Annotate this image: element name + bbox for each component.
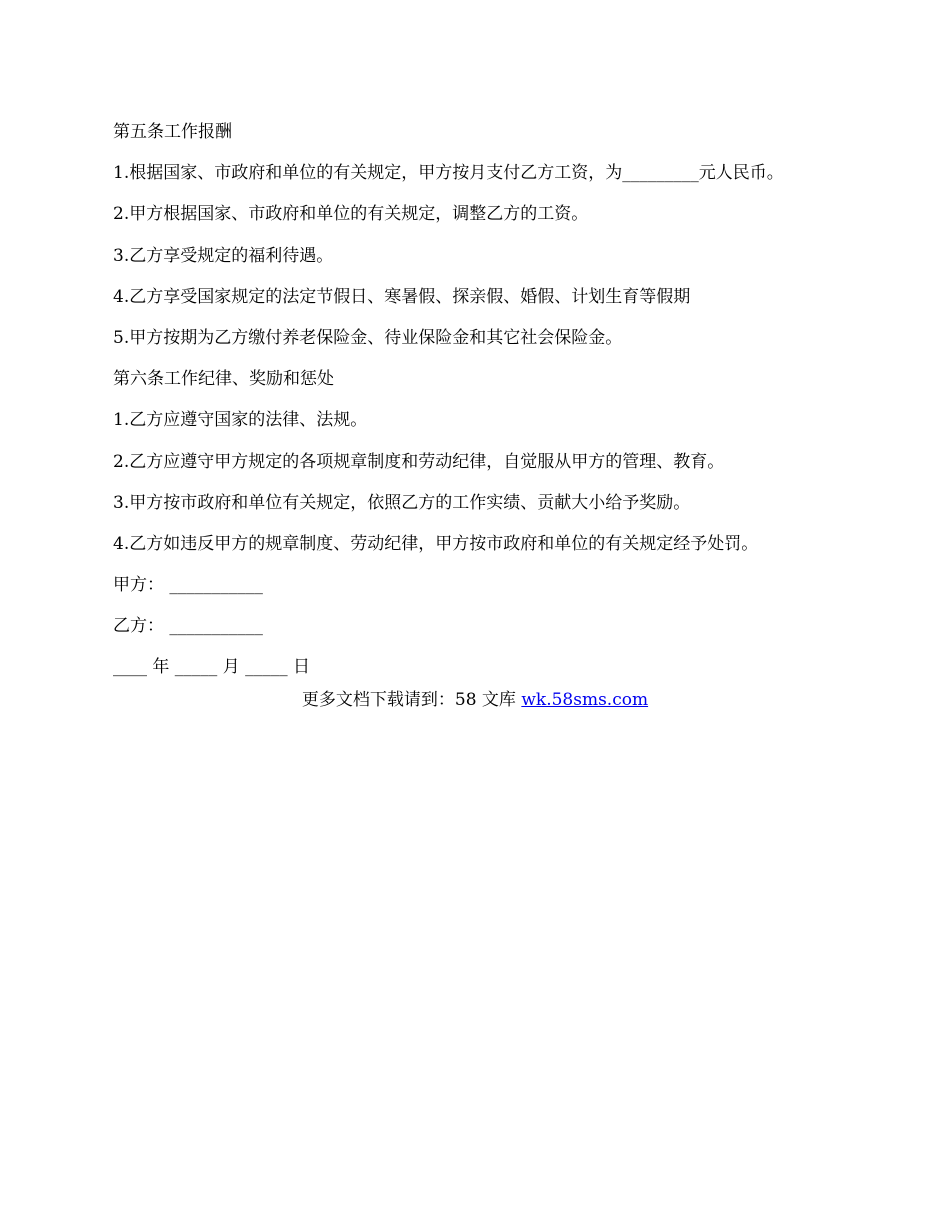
signature-party-b: 乙方： ___________ bbox=[113, 616, 263, 637]
clause-insurance: 5.甲方按期为乙方缴付养老保险金、待业保险金和其它社会保险金。 bbox=[113, 327, 623, 348]
footer bbox=[0, 685, 950, 715]
clause-holidays: 4.乙方享受国家规定的法定节假日、寒暑假、探亲假、婚假、计划生育等假期 bbox=[113, 286, 691, 307]
clause-laws: 1.乙方应遵守国家的法律、法规。 bbox=[113, 410, 368, 431]
clause-salary: 1.根据国家、市政府和单位的有关规定，甲方按月支付乙方工资，为_________元人民币。 bbox=[113, 163, 784, 184]
clause-welfare: 3.乙方享受规定的福利待遇。 bbox=[113, 245, 334, 266]
clause-salary-adjustment: 2.甲方根据国家、市政府和单位的有关规定，调整乙方的工资。 bbox=[113, 204, 589, 225]
clause-rules: 2.乙方应遵守甲方规定的各项规章制度和劳动纪律，自觉服从甲方的管理、教育。 bbox=[113, 451, 725, 472]
signature-date: ____ 年 _____ 月 _____ 日 bbox=[113, 657, 311, 678]
footer-text: 更多文档下载请到：58 文库 bbox=[301, 690, 522, 710]
clause-penalties: 4.乙方如违反甲方的规章制度、劳动纪律，甲方按市政府和单位的有关规定经予处罚。 bbox=[113, 533, 759, 554]
clause-rewards: 3.甲方按市政府和单位有关规定，依照乙方的工作实绩、贡献大小给予奖励。 bbox=[113, 492, 691, 513]
section-heading-discipline: 第六条工作纪律、奖励和惩处 bbox=[113, 369, 334, 390]
signature-party-a: 甲方： ___________ bbox=[113, 575, 263, 596]
section-heading-compensation: 第五条工作报酬 bbox=[113, 122, 232, 142]
footer-link[interactable]: wk.58sms.com bbox=[521, 690, 649, 710]
document-body bbox=[113, 112, 893, 689]
